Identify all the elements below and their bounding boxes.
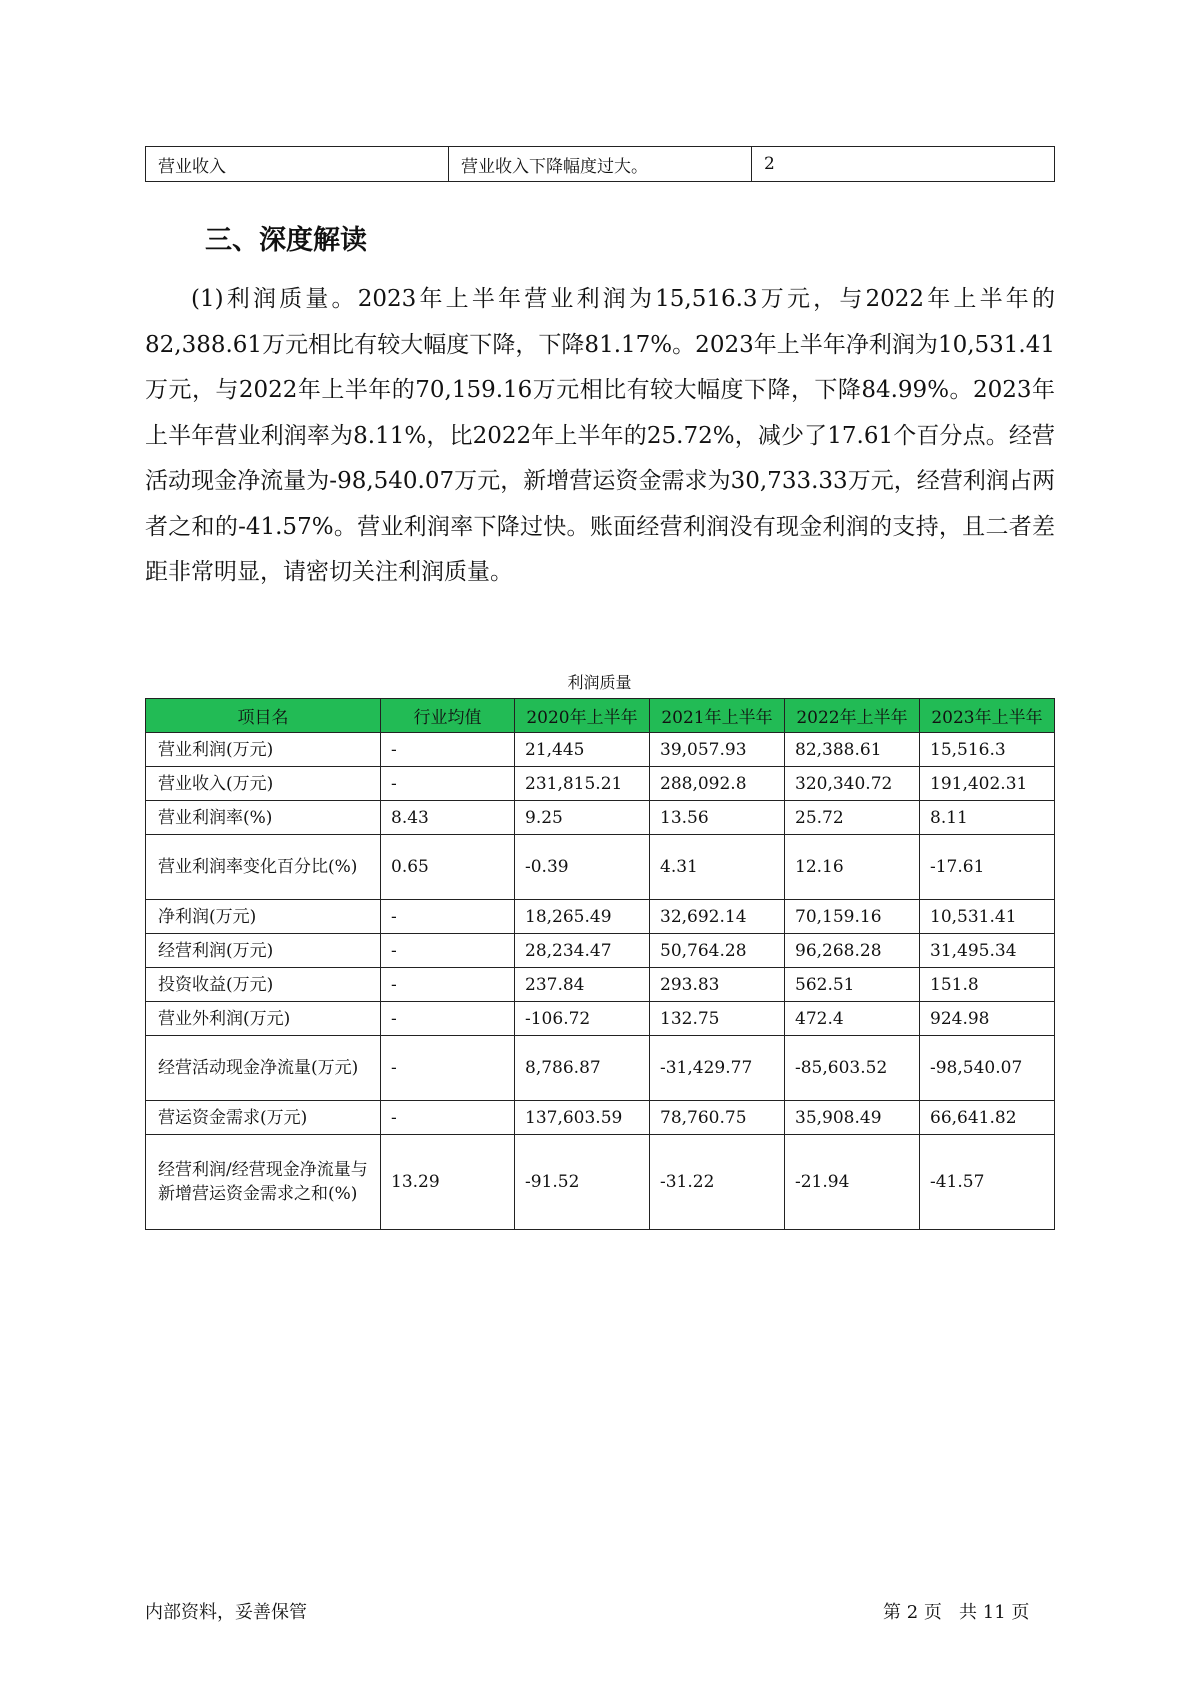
cell: - <box>381 733 515 767</box>
cell: 231,815.21 <box>515 767 650 801</box>
table-row <box>146 835 1055 900</box>
cell: 191,402.31 <box>920 767 1055 801</box>
cell: -31,429.77 <box>650 1036 785 1101</box>
section-title: 三、深度解读 <box>205 225 367 256</box>
cell: 151.8 <box>920 968 1055 1002</box>
cell: 8.11 <box>920 801 1055 835</box>
analysis-paragraph: (1)利润质量。2023年上半年营业利润为15,516.3万元，与2022年上半年的82,388.61万元相比有较大幅度下降，下降81.17%。2023年上半年净利润为10,531.41万元，与2022年上半年的70,159.16万元相比有较大幅度下降，下降84.99%。2023年上半年营业利润率为8.11%，比2022年上半年的25.72%，减少了17.61个百分点。经营活动现金净流量为-98,540.07万元，新增营运资金需求为30,733.33万元，经营利润占两者之和的-41.57%。营业利润率下降过快。账面经营利润没有现金利润的支持，且二者差距非常明显，请密切关注利润质量。 <box>145 286 1055 585</box>
cell: 25.72 <box>785 801 920 835</box>
cell: 320,340.72 <box>785 767 920 801</box>
cell: 924.98 <box>920 1002 1055 1036</box>
cell: 132.75 <box>650 1002 785 1036</box>
table-row <box>146 801 1055 835</box>
risk-level: 2 <box>752 147 1055 182</box>
cell: 50,764.28 <box>650 934 785 968</box>
cell: 237.84 <box>515 968 650 1002</box>
cell: 0.65 <box>381 835 515 900</box>
table-row <box>146 1101 1055 1135</box>
col-header-2023h1: 2023年上半年 <box>920 699 1055 733</box>
cell: -0.39 <box>515 835 650 900</box>
col-header-2020h1: 2020年上半年 <box>515 699 650 733</box>
cell: -17.61 <box>920 835 1055 900</box>
cell: 8.43 <box>381 801 515 835</box>
cell: -98,540.07 <box>920 1036 1055 1101</box>
row-label: 营业利润率变化百分比(%) <box>146 835 381 900</box>
cell: - <box>381 1002 515 1036</box>
cell: -41.57 <box>920 1135 1055 1230</box>
cell: 35,908.49 <box>785 1101 920 1135</box>
table-row <box>146 767 1055 801</box>
cell: - <box>381 1036 515 1101</box>
cell: 32,692.14 <box>650 900 785 934</box>
row-label: 营业利润(万元) <box>146 733 381 767</box>
table-row <box>146 1002 1055 1036</box>
cell: 4.31 <box>650 835 785 900</box>
risk-item-name: 营业收入 <box>146 147 449 182</box>
cell: 15,516.3 <box>920 733 1055 767</box>
table-row <box>146 1036 1055 1101</box>
cell: 70,159.16 <box>785 900 920 934</box>
cell: 9.25 <box>515 801 650 835</box>
col-header-2021h1: 2021年上半年 <box>650 699 785 733</box>
cell: - <box>381 900 515 934</box>
cell: 66,641.82 <box>920 1101 1055 1135</box>
cell: 12.16 <box>785 835 920 900</box>
cell: 28,234.47 <box>515 934 650 968</box>
table-row <box>146 934 1055 968</box>
cell: 18,265.49 <box>515 900 650 934</box>
row-label: 经营利润/经营现金净流量与新增营运资金需求之和(%) <box>146 1135 381 1230</box>
footer-confidential-note: 内部资料，妥善保管 <box>145 1602 307 1623</box>
risk-description: 营业收入下降幅度过大。 <box>449 147 752 182</box>
row-label: 营业收入(万元) <box>146 767 381 801</box>
cell: -21.94 <box>785 1135 920 1230</box>
table-header-row <box>146 699 1055 733</box>
col-header-2022h1: 2022年上半年 <box>785 699 920 733</box>
cell: 96,268.28 <box>785 934 920 968</box>
cell: 288,092.8 <box>650 767 785 801</box>
cell: -85,603.52 <box>785 1036 920 1101</box>
row-label: 投资收益(万元) <box>146 968 381 1002</box>
row-label: 营运资金需求(万元) <box>146 1101 381 1135</box>
table-row <box>146 900 1055 934</box>
cell: 293.83 <box>650 968 785 1002</box>
cell: 13.56 <box>650 801 785 835</box>
risk-table <box>145 146 1055 182</box>
cell: -91.52 <box>515 1135 650 1230</box>
cell: 31,495.34 <box>920 934 1055 968</box>
cell: -31.22 <box>650 1135 785 1230</box>
cell: 8,786.87 <box>515 1036 650 1101</box>
row-label: 经营利润(万元) <box>146 934 381 968</box>
cell: 39,057.93 <box>650 733 785 767</box>
table-caption: 利润质量 <box>567 673 632 692</box>
row-label: 营业外利润(万元) <box>146 1002 381 1036</box>
row-label: 经营活动现金净流量(万元) <box>146 1036 381 1101</box>
cell: - <box>381 934 515 968</box>
cell: - <box>381 767 515 801</box>
table-row <box>146 1135 1055 1230</box>
table-row <box>146 733 1055 767</box>
cell: 562.51 <box>785 968 920 1002</box>
col-header-item: 项目名 <box>146 699 381 733</box>
cell: 21,445 <box>515 733 650 767</box>
row-label: 营业利润率(%) <box>146 801 381 835</box>
footer-page-number: 第 2 页 共 11 页 <box>883 1602 1030 1623</box>
cell: 10,531.41 <box>920 900 1055 934</box>
cell: 472.4 <box>785 1002 920 1036</box>
table-row <box>146 147 1055 182</box>
cell: 82,388.61 <box>785 733 920 767</box>
table-row <box>146 968 1055 1002</box>
row-label: 净利润(万元) <box>146 900 381 934</box>
cell: - <box>381 968 515 1002</box>
cell: 13.29 <box>381 1135 515 1230</box>
cell: 78,760.75 <box>650 1101 785 1135</box>
cell: - <box>381 1101 515 1135</box>
cell: -106.72 <box>515 1002 650 1036</box>
profit-quality-table <box>145 698 1055 1230</box>
col-header-industry-avg: 行业均值 <box>381 699 515 733</box>
cell: 137,603.59 <box>515 1101 650 1135</box>
